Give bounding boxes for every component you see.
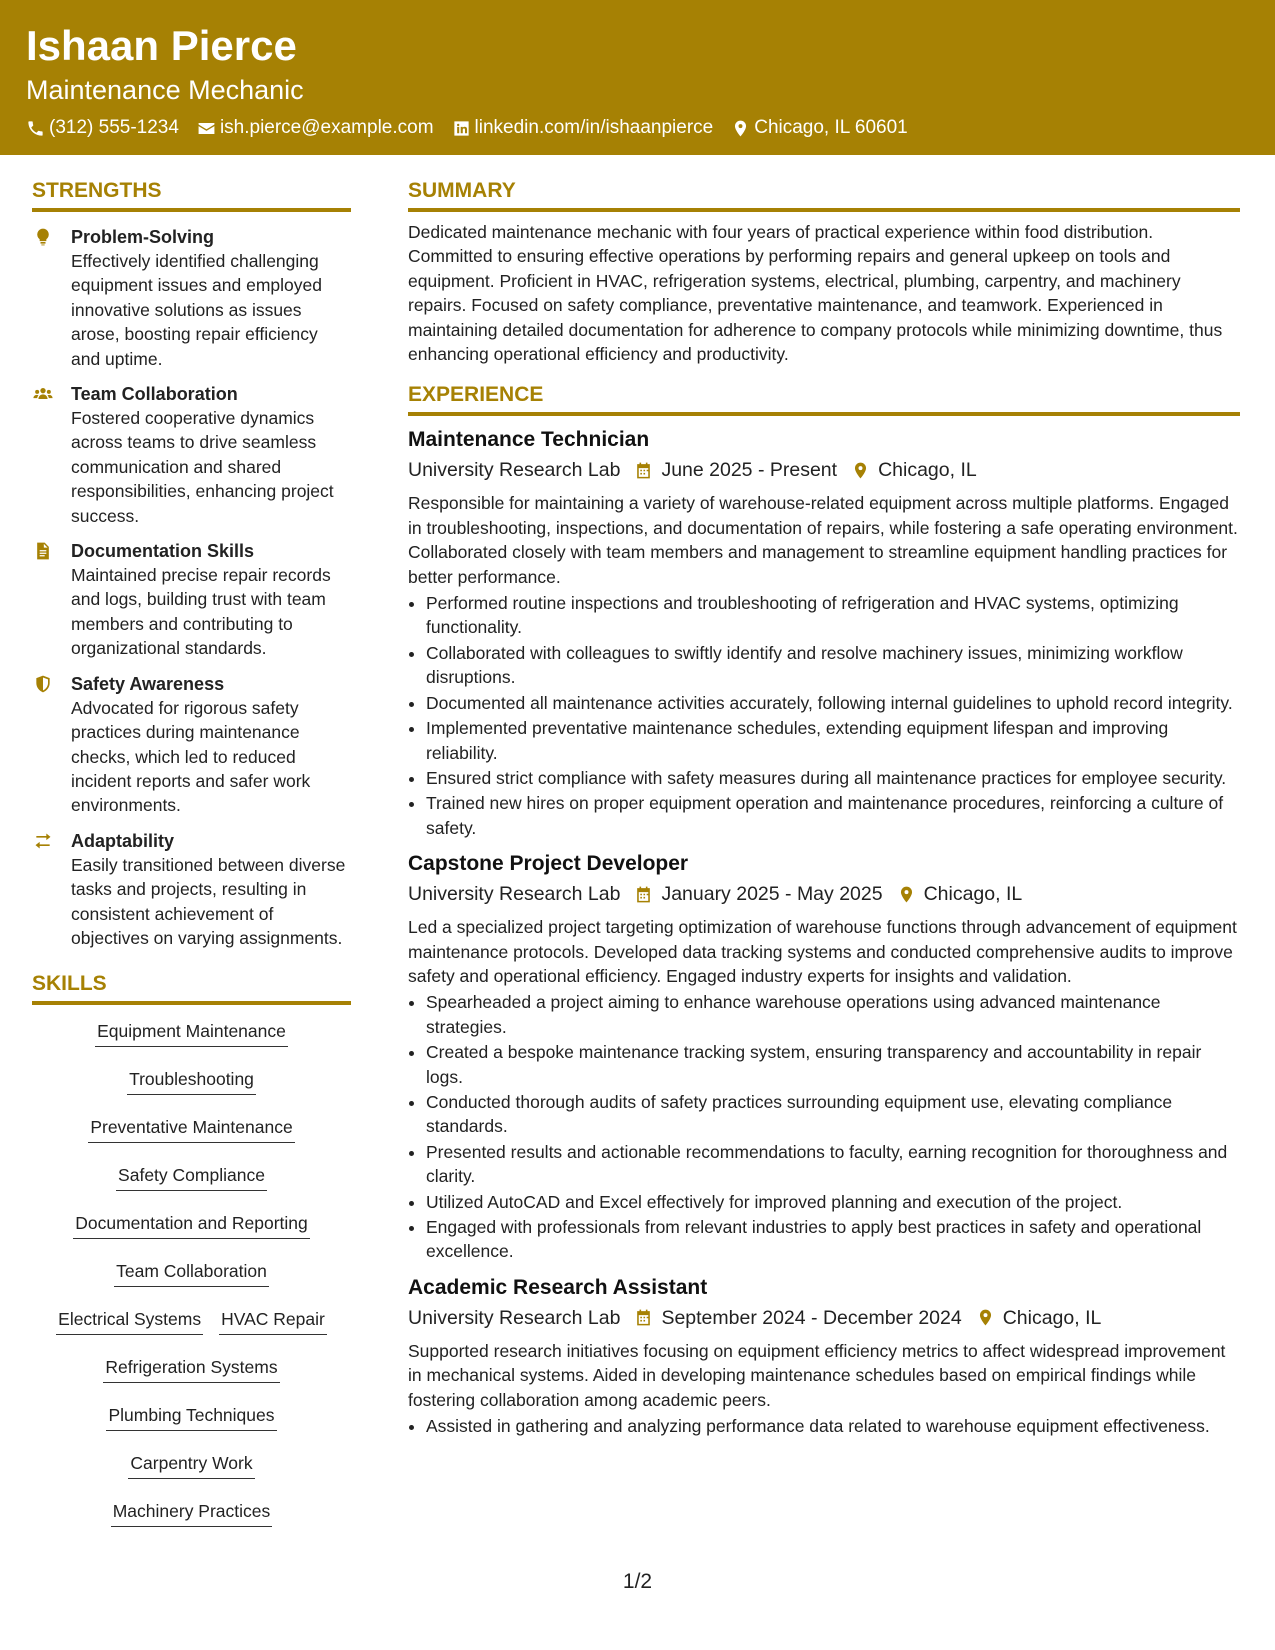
- bullet-item: • Engaged with professionals from relevant industries to apply best practices in safety and operational excellence.: [426, 1215, 1240, 1264]
- skill-chip: Plumbing Techniques: [106, 1401, 276, 1431]
- job-dates: January 2025 - May 2025: [661, 883, 883, 906]
- phone-icon: [26, 119, 45, 138]
- strength-title: Safety Awareness: [71, 673, 225, 694]
- summary-heading: SUMMARY: [408, 176, 1240, 212]
- envelope-icon: [197, 119, 216, 138]
- skill-chip: Refrigeration Systems: [103, 1353, 279, 1383]
- left-column: [32, 176, 351, 1545]
- calendar-icon: [634, 1308, 653, 1327]
- job-title: Maintenance Technician: [408, 428, 650, 452]
- calendar-icon: [634, 885, 653, 904]
- strength-title: Adaptability: [71, 830, 175, 851]
- shield-icon: [32, 674, 54, 696]
- linkedin-icon: [452, 119, 471, 138]
- contact-bar: [26, 115, 926, 141]
- job-org: University Research Lab: [408, 1306, 621, 1329]
- job-meta: [408, 456, 1240, 484]
- map-pin-icon: [976, 1308, 995, 1327]
- email-text[interactable]: ish.pierce@example.com: [219, 117, 434, 138]
- calendar-icon: [634, 461, 653, 480]
- job-bullets: [408, 990, 1240, 1263]
- bullet-item: • Conducted thorough audits of safety practices surrounding equipment use, elevating compliance standards.: [426, 1090, 1240, 1139]
- skill-chip: Safety Compliance: [116, 1161, 267, 1191]
- skill-chip: Troubleshooting: [127, 1065, 256, 1095]
- exchange-arrows-icon: [32, 831, 54, 853]
- page-number: 1/2: [622, 1570, 653, 1593]
- strengths-heading: STRENGTHS: [32, 176, 351, 212]
- strength-item: [32, 539, 351, 661]
- job-org: University Research Lab: [408, 883, 621, 906]
- skills-heading: SKILLS: [32, 969, 351, 1005]
- job-location: Chicago, IL: [923, 883, 1023, 906]
- phone-text: (312) 555-1234: [49, 117, 179, 138]
- job-entry: [408, 1274, 1240, 1439]
- job-bullets: [408, 1414, 1240, 1438]
- skills-list: [32, 1017, 351, 1545]
- strength-desc: Easily transitioned between diverse tasks and projects, resulting in consistent achievement of objectives on varying assignments.: [71, 854, 346, 948]
- skill-chip: Electrical Systems: [56, 1305, 203, 1335]
- job-description: Supported research initiatives focusing on equipment efficiency metrics to affect widespread improvement in mechanical systems. Aided in developing maintenance schedules based on empirical findings while fostering collaboration among academic peers.: [408, 1340, 1226, 1410]
- bullet-item: • Trained new hires on proper equipment operation and maintenance procedures, reinforcing a culture of safety.: [426, 791, 1240, 840]
- map-pin-icon: [731, 119, 750, 138]
- candidate-name: Ishaan Pierce: [26, 22, 297, 69]
- bullet-item: • Presented results and actionable recommendations to faculty, earning recognition for thoroughness and clarity.: [426, 1140, 1240, 1189]
- skill-chip: Carpentry Work: [128, 1449, 254, 1479]
- contact-email[interactable]: [197, 115, 434, 141]
- strength-title: Problem-Solving: [71, 227, 215, 247]
- skill-chip: Machinery Practices: [111, 1497, 273, 1527]
- skill-chip: Documentation and Reporting: [73, 1209, 310, 1239]
- strength-desc: Effectively identified challenging equipment issues and employed innovative solutions as issues arose, boosting repair efficiency and uptime.: [71, 251, 322, 369]
- strength-title: Team Collaboration: [71, 384, 238, 405]
- resume-header: [0, 0, 1275, 155]
- map-pin-icon: [851, 461, 870, 480]
- strength-item: [32, 382, 351, 528]
- job-meta: [408, 1304, 1240, 1332]
- bullet-item: • Assisted in gathering and analyzing performance data related to warehouse equipment effectiveness.: [426, 1414, 1240, 1438]
- bullet-item: • Ensured strict compliance with safety measures during all maintenance practices for employee security.: [426, 766, 1240, 790]
- skill-chip: Team Collaboration: [114, 1257, 269, 1287]
- job-title: Capstone Project Developer: [408, 852, 689, 876]
- contact-phone: [26, 115, 179, 141]
- job-bullets: [408, 591, 1240, 840]
- strength-item: [32, 225, 351, 371]
- bullet-item: • Implemented preventative maintenance schedules, extending equipment lifespan and improving reliability.: [426, 716, 1240, 765]
- job-entry: [408, 850, 1240, 1264]
- lightbulb-icon: [32, 227, 54, 249]
- right-column: [408, 176, 1240, 1439]
- strength-desc: Fostered cooperative dynamics across teams to drive seamless communication and shared responsibilities, enhancing project success.: [71, 408, 334, 526]
- strength-item: [32, 672, 351, 818]
- job-description: Led a specialized project targeting optimization of warehouse functions through advancement of equipment maintenance protocols. Developed data tracking systems and conducted comprehensive audits to improve safety and operational efficiency. Engaged industry experts for insights and validation.: [408, 917, 1237, 986]
- job-dates: June 2025 - Present: [661, 459, 838, 482]
- job-meta: [408, 880, 1240, 908]
- strength-item: [32, 829, 351, 951]
- strength-desc: Maintained precise repair records and logs, building trust with team members and contributing to organizational standards.: [71, 565, 331, 659]
- map-pin-icon: [897, 885, 916, 904]
- skill-chip: Equipment Maintenance: [95, 1017, 288, 1047]
- skill-chip: Preventative Maintenance: [88, 1113, 294, 1143]
- job-org: University Research Lab: [408, 459, 621, 482]
- job-title: Academic Research Assistant: [408, 1275, 708, 1299]
- strength-title: Documentation Skills: [71, 541, 255, 562]
- summary-text: Dedicated maintenance mechanic with four years of practical experience within food distribution. Committed to ensuring effective operations by performing repairs and general upkeep on tools and equipment. Proficient in HVAC, refrigeration systems, electrical, plumbing, carpentry, and machinery repairs. Focused on safety compliance, preventative maintenance, and teamwork. Experienced in maintaining detailed documentation for adherence to company protocols while minimizing downtime, thus enhancing operational efficiency and productivity.: [408, 222, 1223, 365]
- bullet-item: • Utilized AutoCAD and Excel effectively for improved planning and execution of the project.: [426, 1190, 1240, 1214]
- strength-desc: Advocated for rigorous safety practices during maintenance checks, which led to reduced incident reports and safer work environments.: [71, 697, 311, 816]
- job-dates: September 2024 - December 2024: [661, 1306, 962, 1329]
- bullet-item: • Documented all maintenance activities accurately, following internal guidelines to uphold record integrity.: [426, 691, 1240, 715]
- job-entry: [408, 426, 1240, 840]
- bullet-item: • Collaborated with colleagues to swiftly identify and resolve machinery issues, minimizing workflow disruptions.: [426, 641, 1240, 690]
- experience-heading: EXPERIENCE: [408, 380, 1240, 416]
- contact-linkedin[interactable]: [452, 115, 714, 141]
- candidate-title: Maintenance Mechanic: [26, 75, 304, 105]
- bullet-item: • Spearheaded a project aiming to enhance warehouse operations using advanced maintenance strategies.: [426, 990, 1240, 1039]
- contact-location: [731, 115, 908, 141]
- document-icon: [32, 541, 54, 563]
- skill-chip: HVAC Repair: [219, 1305, 327, 1335]
- linkedin-text[interactable]: linkedin.com/in/ishaanpierce: [474, 117, 714, 138]
- job-location: Chicago, IL: [1002, 1306, 1102, 1329]
- bullet-item: • Created a bespoke maintenance tracking system, ensuring transparency and accountability in repair logs.: [426, 1040, 1240, 1089]
- location-text: Chicago, IL 60601: [754, 117, 908, 138]
- users-icon: [32, 384, 54, 406]
- bullet-item: • Performed routine inspections and troubleshooting of refrigeration and HVAC systems, optimizing functionality.: [426, 591, 1240, 640]
- job-location: Chicago, IL: [878, 459, 977, 482]
- job-description: Responsible for maintaining a variety of warehouse-related equipment across multiple platforms. Engaged in troubleshooting, inspections, and documentation of repairs, while fostering a safe operating environment. Collaborated closely with team members and management to streamline equipment handling practices for better performance.: [408, 493, 1238, 587]
